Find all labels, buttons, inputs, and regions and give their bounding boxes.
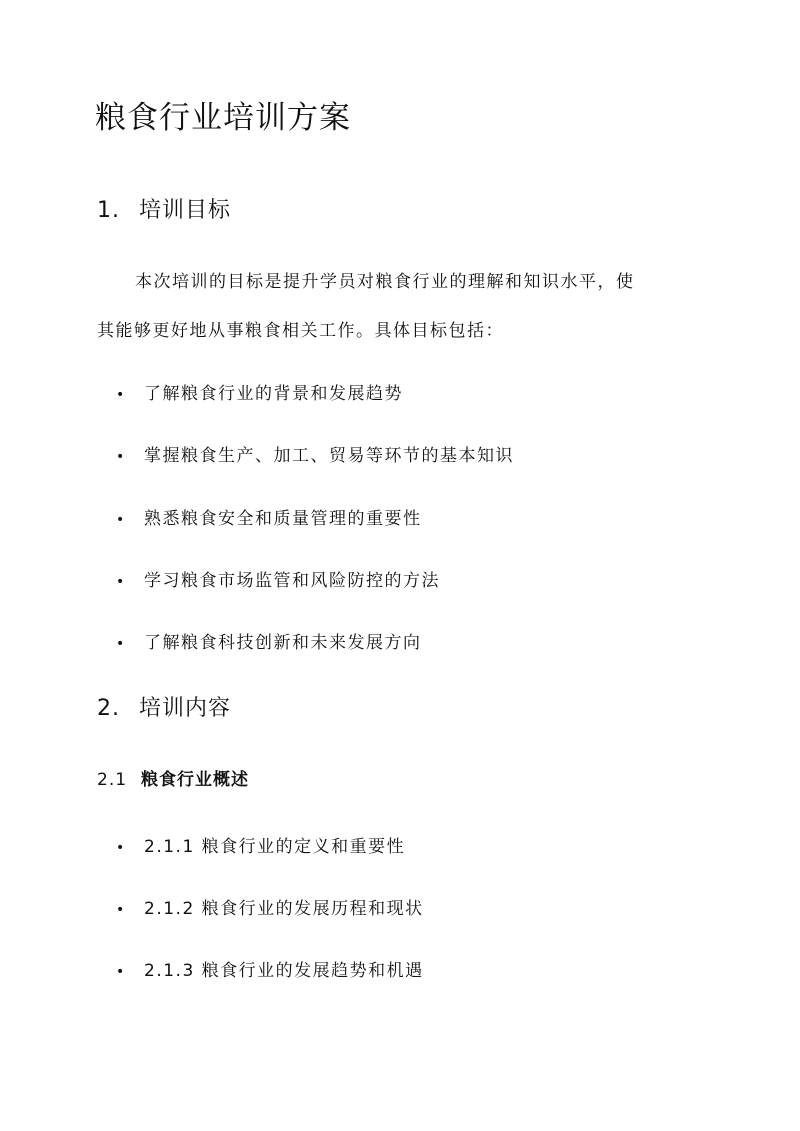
bullet-icon: • (116, 512, 126, 528)
list-item (116, 506, 422, 533)
section-2-title: 培训内容 (139, 696, 232, 721)
section-1-heading (97, 196, 231, 226)
bullet-icon: • (116, 902, 126, 918)
bullet-icon: • (116, 964, 126, 980)
bullet-icon: • (116, 449, 126, 465)
bullet-icon: • (116, 574, 126, 590)
list-item (116, 630, 422, 657)
section-2-number: 2. (97, 696, 120, 721)
list-item-text: 掌握粮食生产、加工、贸易等环节的基本知识 (144, 446, 514, 466)
section-2-heading (97, 694, 231, 724)
list-item-text: 2.1.1 粮食行业的定义和重要性 (144, 837, 406, 857)
list-item-text: 学习粮食市场监管和风险防控的方法 (144, 571, 440, 591)
bullet-icon: • (116, 840, 126, 856)
list-item-text: 了解粮食科技创新和未来发展方向 (144, 633, 422, 653)
list-item (116, 443, 514, 470)
section-1-intro-line-2: 其能够更好地从事粮食相关工作。具体目标包括： (97, 321, 504, 341)
list-item-text: 2.1.3 粮食行业的发展趋势和机遇 (144, 961, 424, 981)
list-item (116, 381, 403, 408)
subsection-2-1-title: 粮食行业概述 (141, 770, 249, 790)
list-item-text: 2.1.2 粮食行业的发展历程和现状 (144, 899, 424, 919)
list-item (116, 896, 424, 923)
subsection-2-1-number: 2.1 (97, 770, 128, 790)
bullet-icon: • (116, 636, 126, 652)
list-item-text: 熟悉粮食安全和质量管理的重要性 (144, 509, 422, 529)
document-title: 粮食行业培训方案 (95, 100, 351, 136)
list-item (116, 834, 405, 861)
list-item (116, 958, 424, 985)
section-1-intro-line-1: 本次培训的目标是提升学员对粮食行业的理解和知识水平，使 (135, 272, 635, 292)
list-item (116, 568, 440, 595)
section-1-number: 1. (97, 198, 120, 223)
subsection-2-1-heading (97, 767, 249, 793)
section-1-title: 培训目标 (139, 198, 232, 223)
bullet-icon: • (116, 387, 126, 403)
list-item-text: 了解粮食行业的背景和发展趋势 (144, 384, 403, 404)
